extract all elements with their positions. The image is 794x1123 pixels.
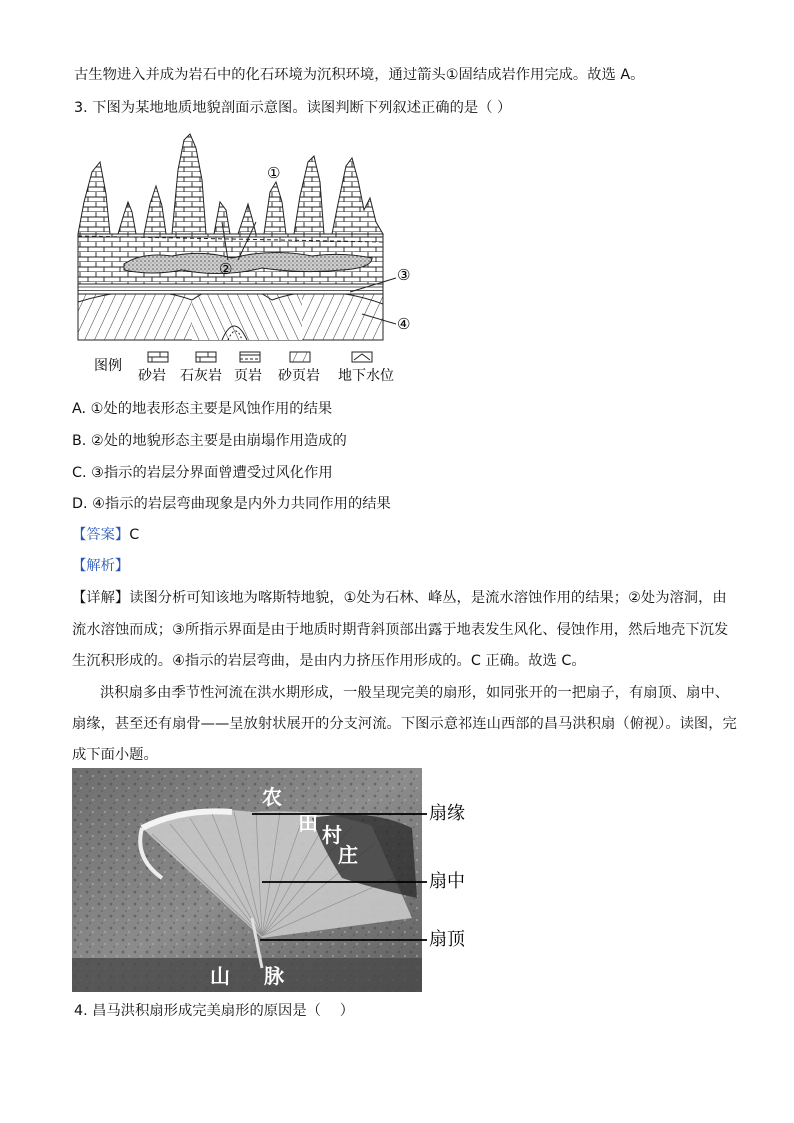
legend-label-sandy-shale: 砂页岩 (278, 368, 320, 384)
option-c[interactable]: C. ③指示的岩层分界面曾遭受过风化作用 (72, 465, 333, 481)
label-farmland-1: 农 (262, 785, 282, 809)
legend-label-sandstone: 砂岩 (138, 368, 166, 384)
label-village-2: 庄 (338, 843, 358, 867)
legend-water-table-swatch (352, 352, 372, 362)
analysis-tag (72, 556, 129, 576)
prev-answer-text: 古生物进入并成为岩石中的化石环境为沉积环境，通过箭头①固结成岩作用完成。故选 A。 (74, 67, 645, 83)
alluvial-fan-photo-figure (72, 768, 482, 992)
answer-line (72, 525, 139, 545)
legend-sandstone-swatch (148, 352, 168, 362)
marker-4: ④ (397, 315, 411, 333)
detail-line-1 (72, 588, 727, 608)
legend-limestone-swatch (196, 352, 216, 362)
detail-text-1: 读图分析可知该地为喀斯特地貌，①处为石林、峰丛，是流水溶蚀作用的结果；②处为溶洞，由 (129, 590, 727, 606)
callout-fan-edge: 扇缘 (429, 803, 465, 824)
option-d[interactable]: D. ④指示的岩层弯曲现象是内外力共同作用的结果 (72, 496, 391, 512)
option-b[interactable]: B. ②处的地貌形态主要是由崩塌作用造成的 (72, 433, 347, 449)
fan-intro-line-2: 扇缘，甚至还有扇骨——呈放射状展开的分支河流。下图示意祁连山西部的昌马洪积扇（俯视）。读图，完 (72, 716, 737, 732)
fan-intro-line-3: 成下面小题。 (72, 747, 158, 763)
callout-fan-middle: 扇中 (429, 871, 465, 892)
question-3: 3. 下图为某地地质地貌剖面示意图。读图判断下列叙述正确的是（ ） (74, 100, 512, 116)
marker-2: ② (219, 260, 233, 278)
legend-title: 图例 (94, 358, 122, 374)
label-farmland-2: 田 (298, 811, 318, 835)
label-mountain-1: 山 (210, 964, 230, 988)
detail-line-3: 生沉积形成的。④指示的岩层弯曲，是由内力挤压作用形成的。C 正确。故选 C。 (72, 653, 586, 669)
legend-shale-swatch (240, 352, 260, 362)
geology-cross-section-figure (72, 132, 417, 387)
option-a[interactable]: A. ①处的地表形态主要是风蚀作用的结果 (72, 401, 333, 417)
fan-intro-line-1: 洪积扇多由季节性河流在洪水期形成，一般呈现完美的扇形，如同张开的一把扇子，有扇顶、扇中、 (100, 685, 730, 701)
detail-line-2: 流水溶蚀而成；③所指示界面是由于地质时期背斜顶部出露于地表发生风化、侵蚀作用，然后地壳下沉发 (72, 622, 729, 638)
marker-3: ③ (397, 266, 411, 284)
answer-tag: 【答案】 (72, 527, 130, 543)
analysis-label: 【解析】 (72, 558, 130, 574)
label-village-1: 村 (322, 823, 342, 847)
detail-tag: 【详解】 (72, 590, 130, 606)
answer-value: C (129, 527, 140, 543)
callout-fan-apex: 扇顶 (429, 929, 465, 950)
label-mountain-2: 脉 (264, 964, 284, 988)
question-4: 4. 昌马洪积扇形成完美扇形的原因是（ ） (74, 1003, 355, 1019)
legend-label-shale: 页岩 (234, 368, 262, 384)
legend-label-limestone: 石灰岩 (180, 368, 222, 384)
legend-sandy-shale-swatch (290, 352, 310, 362)
legend-label-water-table: 地下水位 (338, 368, 394, 384)
marker-1: ① (267, 164, 281, 182)
